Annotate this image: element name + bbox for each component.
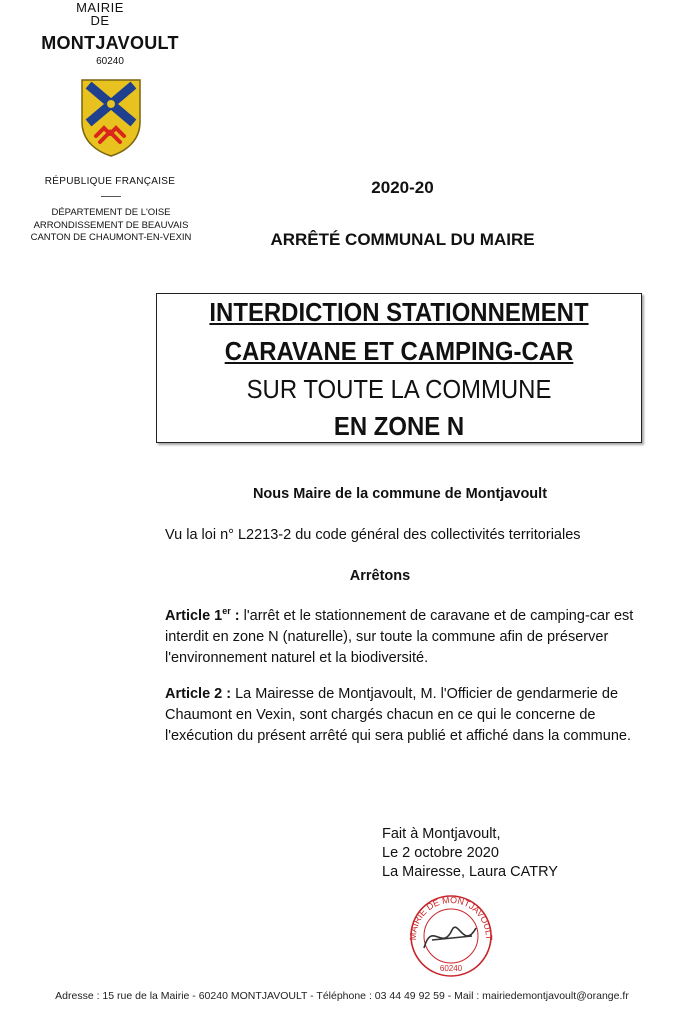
official-stamp-icon [402,890,500,978]
title-line-1: INTERDICTION STATIONNEMENT [209,297,589,327]
title-line-4: EN ZONE N [333,411,465,441]
signature-place: Fait à Montjavoult, [382,826,501,842]
article-1-text: l'arrêt et le stationnement de caravane et de camping-car est interdit en zone N (naturelle), sur toute la commune afin de préserver l'environnement naturel et la biodiversité. [165,608,634,666]
article-2-text: La Mairesse de Montjavoult, M. l'Officier de gendarmerie de Chaumont en Vexin, sont chargés chacun en ce qui le concerne de l'exécution du présent arrêté qui sera publié et affiché dans la commune. [165,686,631,744]
arrondissement-line: ARRONDISSEMENT DE BEAUVAIS [33,219,189,231]
coat-of-arms-icon [80,78,142,158]
svg-text:60240: 60240 [439,964,463,973]
footer-address: Adresse : 15 rue de la Mairie - 60240 MONTJAVOULT - Téléphone : 03 44 49 92 59 - Mail : mairiedemontjavoult@orange.fr [55,990,629,1002]
mairie-label: MAIRIE [76,0,124,15]
commune-name: MONTJAVOULT [41,33,179,53]
decree-type: ARRÊTÉ COMMUNAL DU MAIRE [270,230,535,249]
mairie-de-label: DE [90,13,110,28]
article-1 [165,606,640,669]
signature-block [382,825,622,882]
svg-text:MAIRIE DE MONTJAVOULT: MAIRIE DE MONTJAVOULT [407,894,495,941]
title-line-2: CARAVANE ET CAMPING-CAR [224,336,574,366]
letterhead-divider [101,196,121,197]
departement-line: DÉPARTEMENT DE L'OISE [51,207,171,218]
article-2-label: Article 2 : [165,686,232,702]
signature-date: Le 2 octobre 2020 [382,845,499,861]
preamble: Nous Maire de la commune de Montjavoult [252,486,548,502]
administrative-block [15,207,207,245]
decree-number: 2020-20 [371,178,434,197]
title-line-3: SUR TOUTE LA COMMUNE [246,374,552,404]
arretons-heading: Arrêtons [349,568,411,584]
legal-basis: Vu la loi n° L2213-2 du code général des collectivités territoriales [165,527,581,543]
republique-label: RÉPUBLIQUE FRANÇAISE [44,176,176,187]
signature-signer: La Mairesse, Laura CATRY [382,864,558,880]
canton-line: CANTON DE CHAUMONT-EN-VEXIN [30,232,192,243]
article-1-label: Article 1er : [165,606,240,624]
article-2 [165,684,645,747]
commune-postcode: 60240 [96,56,124,67]
